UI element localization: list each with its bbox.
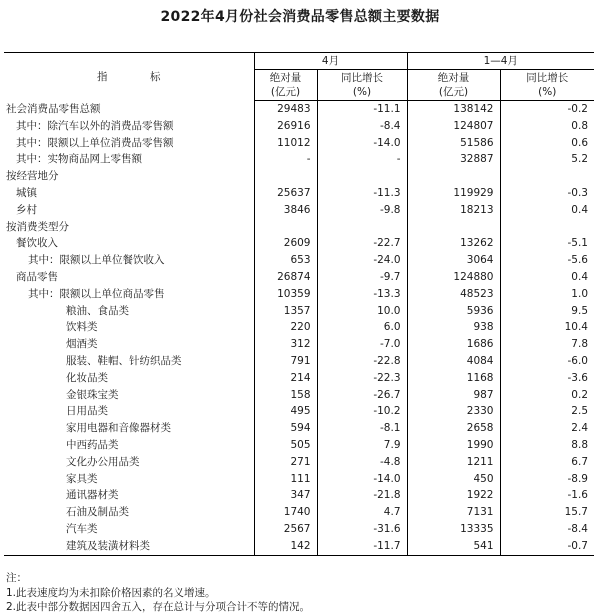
jan-apr-abs-cell: 13335 [407, 521, 500, 538]
jan-apr-abs-header: 绝对量 (亿元) [407, 70, 500, 101]
april-abs-cell [254, 219, 317, 236]
row-label: 通讯器材类 [4, 487, 254, 504]
april-abs-cell: 26916 [254, 118, 317, 135]
jan-apr-abs-cell: 51586 [407, 135, 500, 152]
table-row [4, 235, 594, 252]
april-yoy-cell: -9.7 [317, 269, 407, 286]
april-yoy-cell: -11.7 [317, 538, 407, 555]
jan-apr-abs-cell: 124807 [407, 118, 500, 135]
jan-apr-yoy-cell [500, 219, 594, 236]
april-abs-cell: 1740 [254, 504, 317, 521]
april-yoy-cell: -7.0 [317, 336, 407, 353]
table-row [4, 454, 594, 471]
april-abs-cell: 791 [254, 353, 317, 370]
table-row [4, 487, 594, 504]
table-row [4, 185, 594, 202]
row-label: 粮油、食品类 [4, 303, 254, 320]
notes-heading: 注： [6, 572, 27, 584]
jan-apr-yoy-cell: 7.8 [571, 338, 588, 351]
april-yoy-cell: 4.7 [317, 504, 407, 521]
retail-sales-table [4, 52, 594, 556]
jan-apr-abs-cell [407, 168, 500, 185]
jan-apr-abs-cell: 2330 [407, 403, 500, 420]
jan-apr-abs-cell: 18213 [407, 202, 500, 219]
row-label: 其中：除汽车以外的消费品零售额 [4, 118, 254, 135]
april-yoy-cell: 7.9 [317, 437, 407, 454]
april-yoy-cell: -26.7 [317, 387, 407, 404]
jan-apr-abs-cell: 48523 [407, 286, 500, 303]
april-abs-cell: 10359 [254, 286, 317, 303]
jan-apr-abs-cell: 987 [407, 387, 500, 404]
april-abs-cell: 220 [254, 319, 317, 336]
jan-apr-yoy-cell [500, 168, 594, 185]
jan-apr-abs-cell: 3064 [407, 252, 500, 269]
table-row [4, 387, 594, 404]
row-label: 文化办公用品类 [4, 454, 254, 471]
table-row [4, 319, 594, 336]
april-yoy-cell: -22.7 [317, 235, 407, 252]
april-abs-cell: 3846 [254, 202, 317, 219]
jan-apr-abs-cell: 124880 [407, 269, 500, 286]
note-2: 2.此表中部分数据因四舍五入，存在总计与分项合计不等的情况。 [6, 601, 311, 613]
jan-apr-abs-cell: 138142 [407, 101, 500, 118]
april-yoy-cell: -21.8 [317, 487, 407, 504]
april-abs-cell: 653 [254, 252, 317, 269]
jan-apr-abs-cell: 938 [407, 319, 500, 336]
table-row [4, 252, 594, 269]
table-row [4, 269, 594, 286]
april-yoy-cell: - [317, 151, 407, 168]
april-abs-cell: 505 [254, 437, 317, 454]
row-label: 其中：限额以上单位商品零售 [4, 286, 254, 303]
row-label: 家具类 [4, 471, 254, 488]
jan-apr-abs-cell: 5936 [407, 303, 500, 320]
row-label: 其中：限额以上单位消费品零售额 [4, 135, 254, 152]
april-yoy-cell: -8.1 [317, 420, 407, 437]
table-row [4, 219, 594, 236]
jan-apr-group-header: 1—4月 [407, 53, 594, 70]
april-yoy-cell [317, 168, 407, 185]
row-label: 服装、鞋帽、针纺织品类 [4, 353, 254, 370]
april-yoy-cell: 10.0 [317, 303, 407, 320]
april-abs-cell [254, 168, 317, 185]
april-yoy-cell: -11.1 [317, 101, 407, 118]
jan-apr-abs-cell: 1990 [407, 437, 500, 454]
april-abs-cell: 214 [254, 370, 317, 387]
row-label: 饮料类 [4, 319, 254, 336]
jan-apr-abs-cell: 1686 [407, 336, 500, 353]
jan-apr-yoy-cell: 2.5 [571, 405, 588, 418]
april-yoy-cell: -31.6 [317, 521, 407, 538]
jan-apr-abs-cell: 32887 [407, 151, 500, 168]
april-yoy-cell: -4.8 [317, 454, 407, 471]
jan-apr-abs-cell: 119929 [407, 185, 500, 202]
jan-apr-abs-cell: 2658 [407, 420, 500, 437]
table-row [4, 135, 594, 152]
april-yoy-cell: -22.3 [317, 370, 407, 387]
jan-apr-abs-cell: 7131 [407, 504, 500, 521]
april-abs-cell: 495 [254, 403, 317, 420]
april-yoy-cell: -14.0 [317, 135, 407, 152]
april-yoy-cell: -22.8 [317, 353, 407, 370]
jan-apr-yoy-cell: 0.6 [571, 136, 588, 149]
april-group-header: 4月 [254, 53, 407, 70]
jan-apr-yoy-cell: -0.3 [567, 186, 588, 199]
row-label: 金银珠宝类 [4, 387, 254, 404]
april-abs-header: 绝对量 (亿元) [254, 70, 317, 101]
jan-apr-yoy-cell: 0.4 [571, 203, 588, 216]
indicator-header: 指 标 [4, 53, 254, 101]
row-label: 家用电器和音像器材类 [4, 420, 254, 437]
row-label: 商品零售 [4, 269, 254, 286]
row-label: 汽车类 [4, 521, 254, 538]
april-abs-cell: 29483 [254, 101, 317, 118]
row-label: 中西药品类 [4, 437, 254, 454]
jan-apr-abs-cell: 13262 [407, 235, 500, 252]
row-label: 社会消费品零售总额 [4, 101, 254, 118]
april-abs-cell: 347 [254, 487, 317, 504]
april-abs-cell: 158 [254, 387, 317, 404]
jan-apr-yoy-cell: -0.2 [567, 103, 588, 115]
table-row [4, 471, 594, 488]
april-abs-cell: 2567 [254, 521, 317, 538]
row-label: 餐饮收入 [4, 235, 254, 252]
april-abs-cell: - [254, 151, 317, 168]
jan-apr-yoy-cell: 8.8 [571, 438, 588, 451]
april-yoy-cell: -24.0 [317, 252, 407, 269]
april-abs-cell: 111 [254, 471, 317, 488]
jan-apr-abs-cell: 1922 [407, 487, 500, 504]
jan-apr-yoy-cell: 9.5 [571, 304, 588, 317]
table-title: 2022年4月份社会消费品零售总额主要数据 [160, 9, 440, 25]
april-abs-cell: 11012 [254, 135, 317, 152]
table-row [4, 303, 594, 320]
row-label: 其中：实物商品网上零售额 [4, 151, 254, 168]
row-label: 按经营地分 [4, 168, 254, 185]
row-label: 城镇 [4, 185, 254, 202]
table-row [4, 168, 594, 185]
jan-apr-abs-cell: 541 [407, 538, 500, 555]
april-abs-cell: 271 [254, 454, 317, 471]
april-abs-cell: 25637 [254, 185, 317, 202]
jan-apr-yoy-cell: 10.4 [564, 321, 588, 334]
jan-apr-yoy-cell: 15.7 [564, 506, 588, 519]
table-row [4, 403, 594, 420]
april-abs-cell: 26874 [254, 269, 317, 286]
jan-apr-yoy-cell: -3.6 [567, 371, 588, 384]
april-yoy-cell: -10.2 [317, 403, 407, 420]
jan-apr-yoy-cell: 0.4 [571, 270, 588, 283]
jan-apr-yoy-cell: -0.7 [500, 538, 594, 555]
table-row [4, 504, 594, 521]
april-yoy-cell: -13.3 [317, 286, 407, 303]
table-row [4, 370, 594, 387]
jan-apr-yoy-cell: -8.4 [567, 522, 588, 535]
note-1: 1.此表速度均为未扣除价格因素的名义增速。 [6, 586, 216, 599]
jan-apr-abs-cell [407, 219, 500, 236]
jan-apr-yoy-cell: 1.0 [571, 287, 588, 300]
april-abs-cell: 1357 [254, 303, 317, 320]
april-yoy-cell: -14.0 [317, 471, 407, 488]
april-abs-cell: 2609 [254, 235, 317, 252]
table-row [4, 202, 594, 219]
table-row [4, 521, 594, 538]
april-yoy-cell [317, 219, 407, 236]
jan-apr-abs-cell: 4084 [407, 353, 500, 370]
jan-apr-yoy-cell: -5.1 [567, 237, 588, 250]
jan-apr-abs-cell: 450 [407, 471, 500, 488]
table-row [4, 353, 594, 370]
table-row [4, 101, 594, 118]
table-row [4, 151, 594, 168]
jan-apr-yoy-cell: 2.4 [571, 422, 588, 435]
row-label: 按消费类型分 [4, 219, 254, 236]
april-yoy-cell: -9.8 [317, 202, 407, 219]
jan-apr-yoy-cell: -6.0 [567, 354, 588, 367]
jan-apr-yoy-cell: -5.6 [567, 254, 588, 267]
jan-apr-abs-cell: 1168 [407, 370, 500, 387]
jan-apr-abs-cell: 1211 [407, 454, 500, 471]
jan-apr-yoy-header: 同比增长 (%) [500, 70, 594, 101]
jan-apr-yoy-cell: 6.7 [571, 455, 588, 468]
jan-apr-yoy-cell: 0.8 [571, 119, 588, 132]
april-yoy-cell: 6.0 [317, 319, 407, 336]
row-label: 其中：限额以上单位餐饮收入 [4, 252, 254, 269]
row-label: 石油及制品类 [4, 504, 254, 521]
row-label: 日用品类 [4, 403, 254, 420]
april-yoy-cell: -8.4 [317, 118, 407, 135]
jan-apr-yoy-cell: 0.2 [571, 388, 588, 401]
row-label: 乡村 [4, 202, 254, 219]
table-body [4, 101, 594, 556]
row-label: 烟酒类 [4, 336, 254, 353]
table-row [4, 286, 594, 303]
april-abs-cell: 312 [254, 336, 317, 353]
jan-apr-yoy-cell: -8.9 [567, 472, 588, 485]
row-label: 建筑及装潢材料类 [4, 538, 254, 555]
april-yoy-header: 同比增长 (%) [317, 70, 407, 101]
table-row [4, 420, 594, 437]
april-abs-cell: 594 [254, 420, 317, 437]
notes [6, 571, 310, 615]
row-label: 化妆品类 [4, 370, 254, 387]
table-row [4, 336, 594, 353]
table-row [4, 437, 594, 454]
table-row [4, 118, 594, 135]
jan-apr-yoy-cell: 5.2 [571, 153, 588, 166]
jan-apr-yoy-cell: -1.6 [567, 489, 588, 502]
table-row [4, 538, 594, 555]
april-abs-cell: 142 [254, 538, 317, 555]
april-yoy-cell: -11.3 [317, 185, 407, 202]
